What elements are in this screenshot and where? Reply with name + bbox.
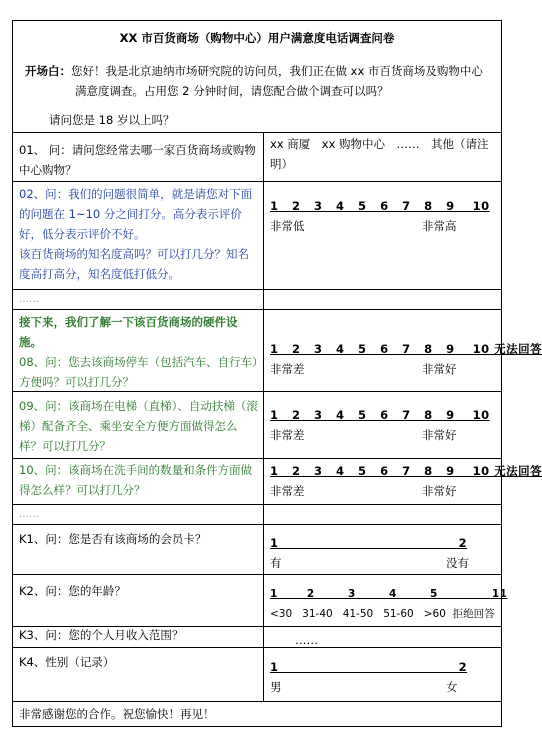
opening-statement [25,61,495,101]
scale-low-label: 非常差 [270,428,305,442]
row-divider [13,458,501,459]
gender-scale: 1 2 [270,660,468,674]
rating-scale: 1 2 3 4 5 6 7 8 9 10 [270,408,490,422]
answer-09 [270,405,498,445]
answer-02 [270,196,498,236]
answer-10 [270,461,542,501]
row-divider [13,289,501,290]
question-01: 01、 问：请问您经常去哪一家百货商场或购物中心购物？ [19,143,256,177]
question-02-instructions: 02、问：我们的问题很简单，就是请您对下面的问题在 1~10 分之间打分。高分表示评价好，低分表示评价不好。 [19,187,253,241]
answer-k1 [270,533,498,573]
age-scale: 1 2 3 4 5 11 [270,588,508,600]
rating-scale: 1 2 3 4 5 6 7 8 9 10 无法回答 [270,342,542,356]
option-male-label: 男 [270,680,282,694]
table-top-border [13,132,501,133]
scale-high-label: 非常好 [422,428,457,442]
section-intro-hardware: 接下来，我们了解一下该百货商场的硬件设施。 [19,315,238,349]
answer-k4 [270,657,498,697]
answer-01: xx 商厦 xx 购物中心 …… 其他（请注明） [270,137,489,171]
scale-low-label: 非常差 [270,484,305,498]
opening-label: 开场白： [25,64,71,78]
questionnaire-frame [12,20,542,727]
answer-k2 [270,584,508,624]
question-09: 09、问：该商场在电梯（直梯）、自动扶梯（滚梯）配备齐全、乘坐安全方便方面做得怎么样？可以打几分？ [19,399,258,453]
row-divider [13,574,501,575]
row-divider [13,309,501,310]
option-no-label: 没有 [446,556,469,570]
scale-high-label: 非常高 [422,219,457,233]
row-divider [13,181,501,182]
page-title: XX 市百货商场（购物中心）用户满意度电话调查问卷 [119,31,395,45]
question-10: 10、问：该商场在洗手间的数量和条件方面做得怎么样？可以打几分？ [19,463,253,497]
question-k3: K3、问：您的个人月收入范围？ [19,628,184,642]
column-divider [263,132,264,701]
row-divider [13,504,501,505]
answer-k3: …… [295,633,318,647]
ellipsis-row: …… [19,294,39,305]
option-female-label: 女 [446,680,458,694]
choice-scale: 1 2 [270,536,468,550]
answer-08 [270,339,542,379]
question-02-text: 该百货商场的知名度高吗？可以打几分？知名度高打高分，知名度低打低分。 [19,247,249,281]
rating-scale: 1 2 3 4 5 6 7 8 9 10 无法回答 [270,464,542,478]
question-k1: K1、问：您是否有该商场的会员卡？ [19,532,207,546]
question-02 [19,184,259,284]
opening-line-2: 满意度调查。占用您 2 分钟时间，请您配合做个调查可以吗？ [75,84,389,98]
question-k4: K4、性别（记录） [19,655,115,669]
age-screening-question: 请问您是 18 岁以上吗？ [49,113,175,127]
opening-line-1: 您好！我是北京迪纳市场研究院的访问员，我们正在做 xx 市百货商场及购物中心 [71,64,483,78]
scale-high-label: 非常好 [422,484,457,498]
question-08: 08、问：您去该商场停车（包括汽车、自行车）方便吗？可以打几分？ [19,355,258,389]
row-divider [13,524,501,525]
option-yes-label: 有 [270,556,282,570]
ellipsis-row: …… [19,509,39,520]
scale-low-label: 非常低 [270,219,305,233]
question-k2: K2、问：您的年龄？ [19,584,126,598]
row-divider [13,701,501,702]
scale-high-label: 非常好 [422,362,457,376]
age-options: <30 31-40 41-50 51-60 >60 拒绝回答 [270,608,495,620]
scale-low-label: 非常差 [270,362,305,376]
rating-scale: 1 2 3 4 5 6 7 8 9 10 [270,199,490,213]
closing-statement: 非常感谢您的合作。祝您愉快！再见！ [19,707,215,721]
